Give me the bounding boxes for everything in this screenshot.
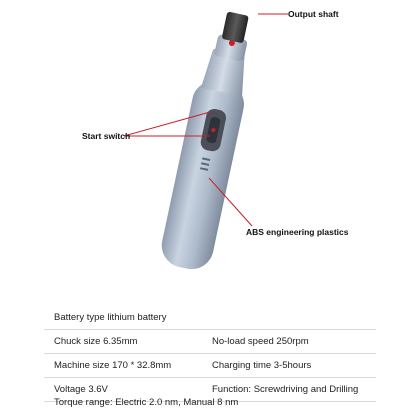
abs-plastics-label: ABS engineering plastics (246, 227, 349, 237)
spec-right-value: Function: Screwdriving and Drilling (212, 384, 359, 395)
spec-row (44, 330, 376, 354)
start-switch-label: Start switch (82, 131, 131, 141)
spec-right-value: No-load speed 250rpm (212, 336, 309, 347)
spec-left-value: Machine size 170 * 32.8mm (54, 360, 172, 371)
specs-table (44, 306, 376, 402)
spec-left-value: Voltage 3.6V (54, 384, 108, 395)
spec-row (44, 354, 376, 378)
spec-right-value: Charging time 3-5hours (212, 360, 312, 371)
spec-row-battery (44, 306, 376, 330)
battery-type-value: Battery type lithium battery (54, 312, 167, 323)
torque-range-value: Torque range: Electric 2.0 nm, Manual 8 nm (54, 397, 239, 408)
spec-left-value: Chuck size 6.35mm (54, 336, 138, 347)
output-shaft-label: Output shaft (288, 9, 339, 19)
